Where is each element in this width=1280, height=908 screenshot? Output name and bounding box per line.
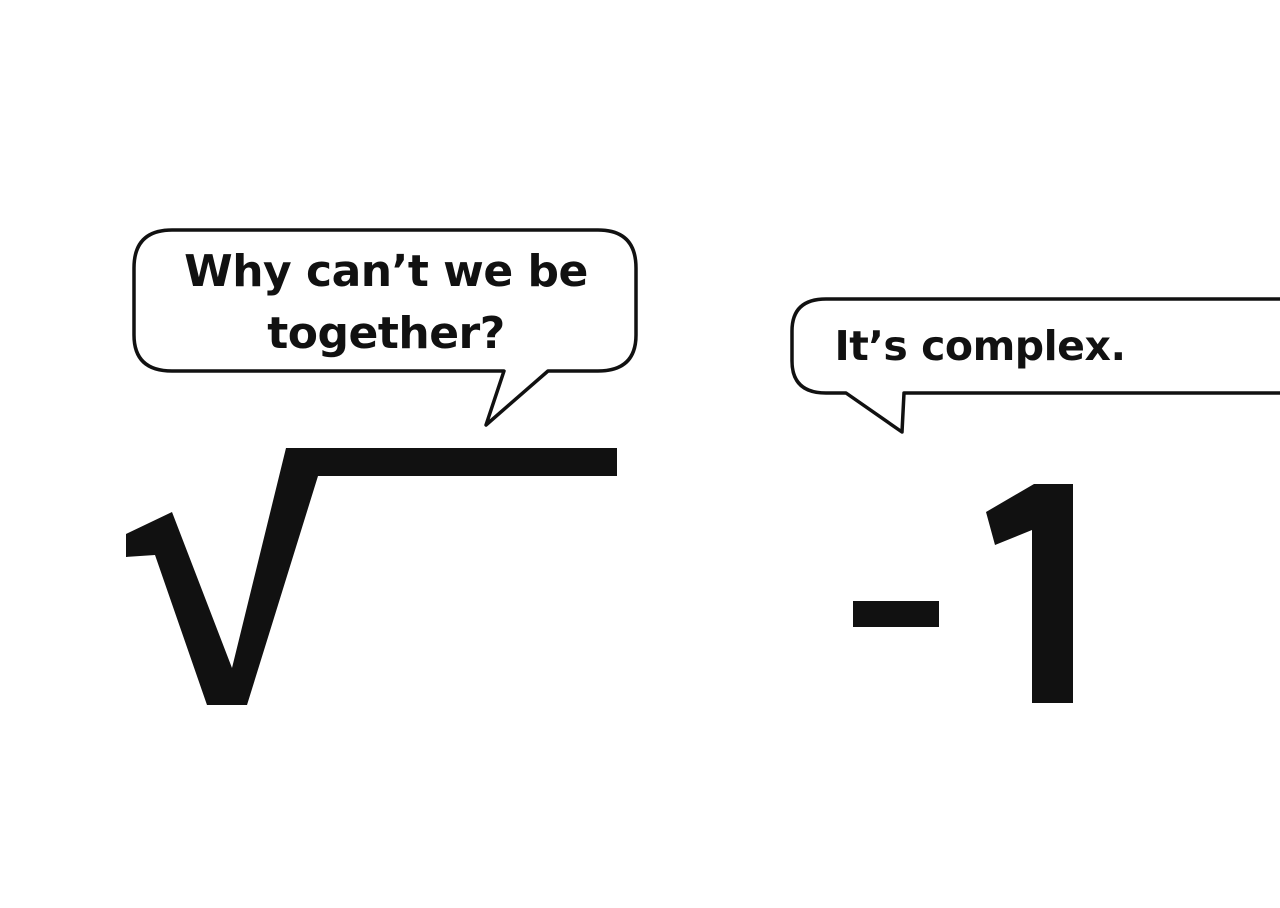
minus-sign-glyph	[853, 601, 939, 627]
speech-text-left	[140, 241, 632, 365]
speech-text-left-line2: together?	[267, 308, 505, 359]
digit-one-glyph	[986, 484, 1073, 703]
speech-text-right: It’s complex.	[834, 322, 1126, 370]
square-root-radical	[126, 448, 617, 705]
speech-text-left-line1: Why can’t we be	[184, 246, 588, 297]
